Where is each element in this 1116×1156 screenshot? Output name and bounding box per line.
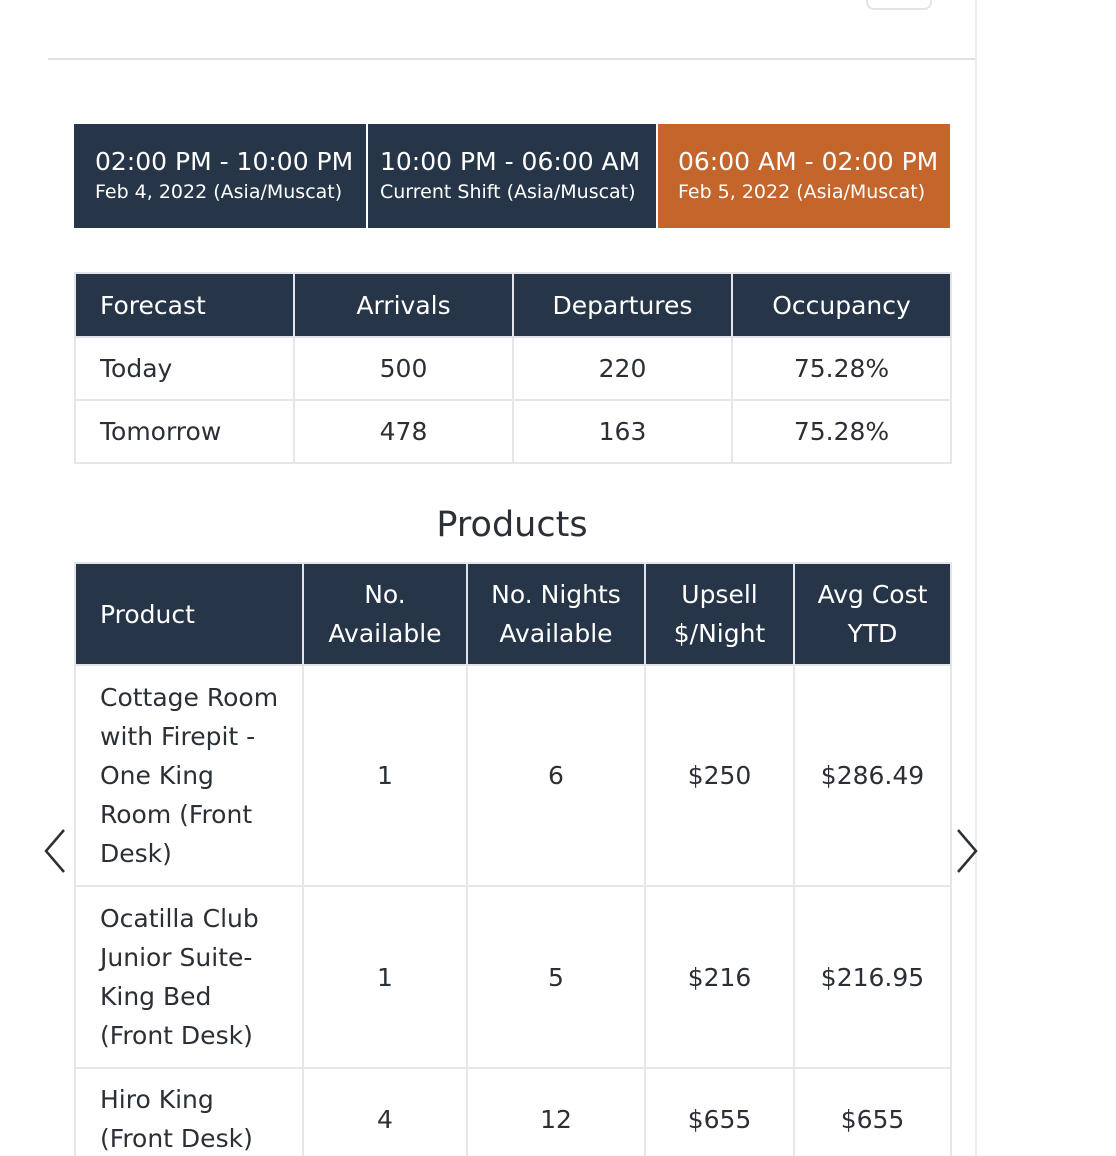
forecast-table [74, 272, 952, 464]
header-text: Available [328, 619, 442, 648]
table-row [75, 1068, 951, 1156]
product-name: Ocatilla Club Junior Suite- King Bed (Front Desk) [75, 886, 303, 1068]
column-header-nights [467, 563, 645, 665]
top-control[interactable] [866, 0, 932, 10]
arrivals-value: 478 [294, 400, 513, 463]
chevron-right-icon[interactable] [952, 826, 982, 876]
nights-value: 12 [467, 1068, 645, 1156]
departures-value: 220 [513, 337, 732, 400]
table-row [75, 665, 951, 886]
header-text: Avg Cost [817, 580, 928, 609]
shift-tab-next-active[interactable] [656, 124, 950, 228]
table-header-row [75, 273, 951, 337]
header-text: No. Nights [491, 580, 621, 609]
column-header-upsell [645, 563, 794, 665]
header-text: Available [499, 619, 613, 648]
column-header-avg-cost [794, 563, 951, 665]
avg-cost-value: $655 [794, 1068, 951, 1156]
shift-tabs [74, 124, 950, 228]
available-value: 1 [303, 886, 467, 1068]
forecast-label: Today [75, 337, 294, 400]
shift-time: 10:00 PM - 06:00 AM [380, 147, 641, 176]
products-table [74, 562, 952, 1156]
table-row [75, 337, 951, 400]
column-header-forecast: Forecast [75, 273, 294, 337]
column-header-product [75, 563, 303, 665]
avg-cost-value: $286.49 [794, 665, 951, 886]
header-divider [48, 58, 976, 60]
available-value: 4 [303, 1068, 467, 1156]
table-row [75, 400, 951, 463]
upsell-value: $250 [645, 665, 794, 886]
arrivals-value: 500 [294, 337, 513, 400]
product-name: Cottage Room with Firepit - One King Room (Front Desk) [75, 665, 303, 886]
upsell-value: $216 [645, 886, 794, 1068]
column-header-available [303, 563, 467, 665]
departures-value: 163 [513, 400, 732, 463]
header-text: No. [364, 580, 406, 609]
products-title: Products [436, 505, 588, 545]
panel-border [975, 0, 977, 1156]
column-header-arrivals: Arrivals [294, 273, 513, 337]
nights-value: 6 [467, 665, 645, 886]
header-text: Product [100, 599, 195, 629]
table-row [75, 886, 951, 1068]
shift-date: Feb 4, 2022 (Asia/Muscat) [95, 181, 343, 203]
forecast-label: Tomorrow [75, 400, 294, 463]
shift-date: Current Shift (Asia/Muscat) [380, 181, 636, 203]
shift-date: Feb 5, 2022 (Asia/Muscat) [678, 181, 926, 203]
column-header-occupancy: Occupancy [732, 273, 951, 337]
occupancy-value: 75.28% [732, 337, 951, 400]
table-header-row [75, 563, 951, 665]
available-value: 1 [303, 665, 467, 886]
shift-tab-previous[interactable] [74, 124, 366, 228]
occupancy-value: 75.28% [732, 400, 951, 463]
column-header-departures: Departures [513, 273, 732, 337]
header-text: $/Night [673, 619, 766, 648]
header-text: Upsell [681, 580, 758, 609]
product-name: Hiro King (Front Desk) [75, 1068, 303, 1156]
chevron-left-icon[interactable] [40, 826, 70, 876]
nights-value: 5 [467, 886, 645, 1068]
avg-cost-value: $216.95 [794, 886, 951, 1068]
shift-tab-current[interactable] [366, 124, 656, 228]
shift-time: 06:00 AM - 02:00 PM [678, 147, 939, 176]
header-text: YTD [847, 619, 898, 648]
shift-time: 02:00 PM - 10:00 PM [95, 147, 354, 176]
upsell-value: $655 [645, 1068, 794, 1156]
